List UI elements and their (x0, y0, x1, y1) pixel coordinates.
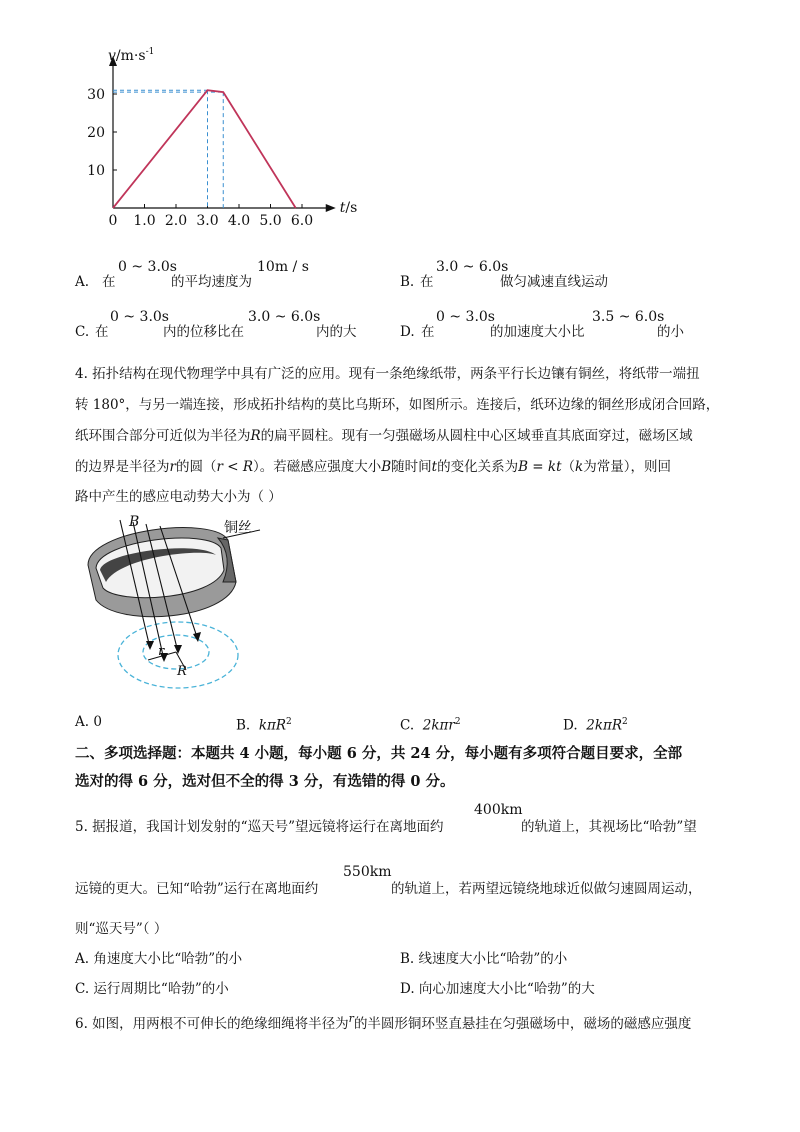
q5-option-d: D. 向心加速度大小比“哈勃”的大 (400, 981, 595, 997)
q3-option-a-mid: 的平均速度为 (171, 274, 252, 290)
x-tick-label: 5.0 (259, 213, 282, 229)
q3-option-b-formula: 3.0 ~ 6.0s (436, 259, 509, 275)
q3-option-a-pre: 在 (102, 274, 116, 290)
q3-option-d-mid: 的加速度大小比 (490, 324, 585, 340)
q5-line2-b: 的轨道上，若两望远镜绕地球近似做匀速圆周运动， (391, 881, 702, 897)
q4-text-line4 (75, 457, 671, 477)
q3-option-d-formula1: 0 ~ 3.0s (436, 309, 495, 325)
q3-option-a-formula2: 10m / s (257, 259, 309, 275)
q4-option-c-sup: 2 (454, 717, 461, 727)
q4-option-b-label: B. (236, 717, 251, 734)
section2-heading-line1: 二、多项选择题：本题共 4 小题，每小题 6 分，共 24 分，每小题有多项符合题目要求，全部 (75, 745, 683, 762)
q3-option-d-formula2: 3.5 ~ 6.0s (592, 309, 665, 325)
q4-option-c-label: C. (400, 717, 415, 734)
q4-text-line2: 转 180°，与另一端连接，形成拓扑结构的莫比乌斯环，如图所示。连接后，纸环边缘的铜丝形成闭合回路， (75, 397, 720, 413)
x-tick-label: 4.0 (227, 213, 251, 229)
q3-option-c-pre: 在 (95, 324, 109, 340)
q6-line1-c: 的半圆形铜环竖直悬挂在匀强磁场中，磁场的磁感应强度 (353, 1016, 692, 1032)
q4-l4-i: 的变化关系为 (437, 459, 519, 475)
q4-l4-k: （ (561, 459, 576, 475)
q6-line1 (75, 1009, 691, 1034)
q3-option-c-mid: 内的位移比在 (163, 324, 244, 340)
q4-symbol-r: r (169, 459, 176, 475)
q5-option-b: B. 线速度大小比“哈勃”的小 (400, 951, 568, 967)
q3-option-b-label: B. (400, 274, 415, 290)
q4-text-line3 (75, 426, 693, 446)
q4-text-line1: 4. 拓扑结构在现代物理学中具有广泛的应用。现有一条绝缘纸带，两条平行长边镶有铜丝，将纸带一端扭 (75, 366, 700, 382)
velocity-time-chart (80, 47, 380, 235)
x-tick-label: 1.0 (133, 213, 156, 229)
q4-option-b (236, 712, 292, 736)
q5-formula-400km: 400km (474, 802, 523, 818)
q5-option-c: C. 运行周期比“哈勃”的小 (75, 981, 229, 997)
fig-label-copper-wire: 铜丝 (224, 520, 252, 536)
q5-line1-a: 5. 据报道，我国计划发射的“巡天号”望远镜将运行在离地面约 (75, 819, 444, 835)
q4-option-b-sup: 2 (286, 717, 292, 727)
x-tick-label: 2.0 (164, 213, 188, 229)
q3-option-b-pre: 在 (420, 274, 434, 290)
x-tick-label: 0 (108, 213, 118, 229)
fig-label-R: R (177, 664, 187, 679)
q3-option-d-pre: 在 (421, 324, 435, 340)
x-axis-label: t/s (339, 200, 358, 216)
q4-line3-part-c: 的扁平圆柱。现有一匀强磁场从圆柱中心区域垂直其底面穿过，磁场区域 (260, 428, 693, 444)
q3-option-b-mid: 做匀减速直线运动 (500, 274, 608, 290)
q4-l4-g: 随时间 (391, 459, 432, 475)
q4-symbol-B: B (381, 459, 392, 475)
q4-option-d-value: 2kπR (586, 717, 623, 734)
q5-line2-a: 远镜的更大。已知“哈勃”运行在离地面约 (75, 881, 319, 897)
q5-line1-b: 的轨道上，其视场比“哈勃”望 (521, 819, 697, 835)
q5-line3: 则“巡天号”（ ） (75, 921, 168, 937)
q4-option-d-sup: 2 (622, 717, 628, 727)
q4-option-a: A. 0 (75, 714, 102, 730)
q4-option-b-value: kπR (258, 717, 287, 734)
q3-option-a-formula1: 0 ~ 3.0s (118, 259, 177, 275)
q4-l4-e: ）。若磁感应强度大小 (252, 459, 382, 475)
section2-heading-line2: 选对的得 6 分，选对但不全的得 3 分，有选错的得 0 分。 (75, 773, 455, 790)
x-axis-arrow (326, 204, 336, 212)
q3-option-c-label: C. (75, 324, 90, 340)
fig-label-r: r (158, 644, 165, 659)
q5-formula-550km: 550km (343, 864, 392, 880)
y-axis-label: $v/m\cdot s^{-1}$ (108, 47, 155, 64)
q4-equation: B = kt (518, 459, 562, 475)
q4-option-c-value: 2kπr (422, 717, 455, 734)
series-line (113, 90, 296, 208)
q6-symbol-r: r (348, 1012, 354, 1025)
field-arrow-1 (146, 641, 154, 650)
y-tick-label: 10 (87, 163, 105, 179)
q3-option-a-label: A. (75, 274, 90, 290)
q3-option-d-label: D. (400, 324, 415, 340)
q3-option-c-end: 内的大 (316, 324, 357, 340)
q4-l4-a: 的边界是半径为 (75, 459, 170, 475)
x-tick-label: 6.0 (290, 213, 314, 229)
q4-l4-c: 的圆（ (175, 459, 217, 475)
q3-option-c-formula2: 3.0 ~ 6.0s (248, 309, 321, 325)
q4-symbol-k: k (575, 459, 584, 475)
y-tick-label: 20 (87, 125, 105, 141)
q4-condition: r < R (216, 459, 253, 475)
x-tick-label: 3.0 (196, 213, 219, 229)
fig-label-B: B (129, 514, 140, 530)
y-tick-label: 30 (87, 87, 105, 103)
q4-l4-m: 为常量），则回 (583, 459, 671, 475)
q3-option-c-formula1: 0 ~ 3.0s (110, 309, 169, 325)
q6-line1-a: 6. 如图，用两根不可伸长的绝缘细绳将半径为 (75, 1016, 349, 1032)
q5-option-a: A. 角速度大小比“哈勃”的小 (75, 951, 243, 967)
q4-symbol-R: R (250, 428, 261, 444)
q4-line3-part-a: 纸环围合部分可近似为半径为 (75, 428, 251, 444)
q4-symbol-t: t (431, 459, 438, 475)
q4-option-c (400, 712, 461, 736)
q4-option-d-label: D. (563, 717, 578, 734)
q4-option-d (563, 712, 628, 736)
q4-text-line5: 路中产生的感应电动势大小为（ ） (75, 489, 282, 505)
q3-option-d-end: 的小 (657, 324, 684, 340)
